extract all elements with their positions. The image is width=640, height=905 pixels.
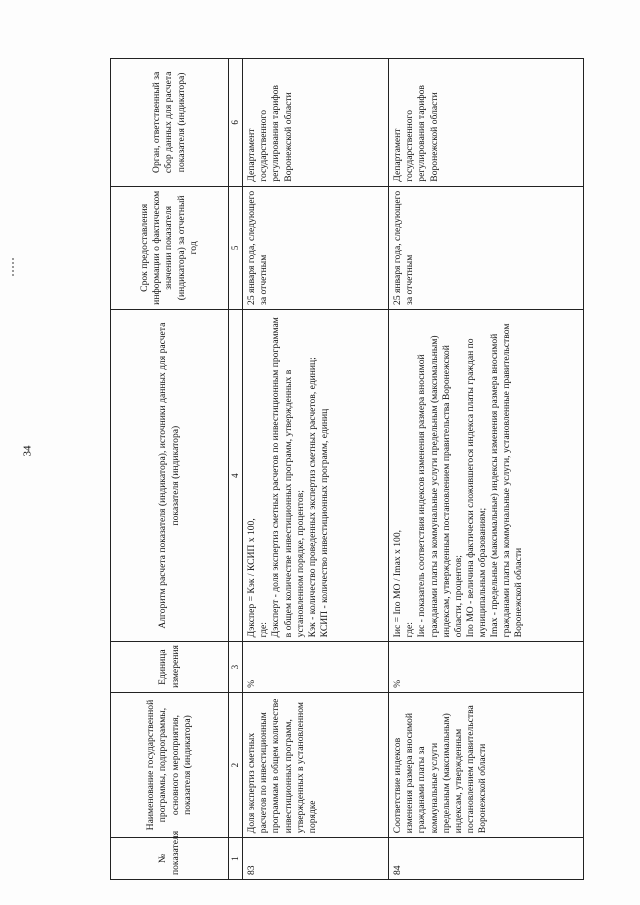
scan-artifact <box>12 258 14 276</box>
table-row <box>243 59 389 880</box>
indicator-table <box>110 58 584 880</box>
header-row <box>111 59 229 880</box>
row-number: 83 <box>243 838 389 880</box>
column-number: 4 <box>229 309 243 641</box>
definition: Кэк - количество проведенных экспертиз сметных расчетов, единиц; <box>306 357 318 638</box>
definition: Iпо МО - величина фактически сложившегося индекса платы граждан по муниципальным образованиям; <box>464 338 488 638</box>
organ-cell: Департамент государственного регулирования тарифов Воронежской области <box>389 59 584 187</box>
column-number-row <box>229 59 243 880</box>
deadline-cell: 25 января года, следующего за отчетным <box>243 186 389 309</box>
indicator-table-rotated <box>110 58 584 880</box>
column-number: 3 <box>229 642 243 693</box>
header-number: № показателя <box>111 838 229 880</box>
organ-cell: Департамент государственного регулирования тарифов Воронежской области <box>243 59 389 187</box>
column-number: 2 <box>229 692 243 837</box>
column-number: 1 <box>229 838 243 880</box>
header-deadline: Срок предоставления информации о фактическом значении показателя (индикатора) за отчетный год <box>111 186 229 309</box>
header-unit: Единица измерения <box>111 642 229 693</box>
indicator-name: Доля экспертиз сметных расчетов по инвестиционным программам в общем количестве инвестиционных программ, утвержденных в установленном порядке <box>243 692 389 837</box>
header-name: Наименование государственной программы, подпрограммы, основного мероприятия, показателя (индикатора) <box>111 692 229 837</box>
header-algorithm: Алгоритм расчета показателя (индикатора), источники данных для расчета показателя (индикатора) <box>111 309 229 641</box>
formula: Iис = Iпо МО / Imax х 100, <box>392 529 404 638</box>
unit-cell: % <box>243 642 389 693</box>
indicator-name: Соответствие индексов изменения размера вносимой гражданами платы за коммунальные услуги предельным (максимальным) индексам, утвержденным постановлением правительства Воронежской области <box>389 692 584 837</box>
unit-cell: % <box>389 642 584 693</box>
row-number: 84 <box>389 838 584 880</box>
formula: Дэкспер = Кэк / КСИП х 100, <box>246 518 258 638</box>
page-number: 34 <box>21 445 34 457</box>
definition: Imax - предельные (максимальные) индексы изменения размера вносимой гражданами платы за коммунальные услуги, установленные правительством Воронежской области <box>488 323 525 638</box>
where-label: где: <box>258 622 270 638</box>
definition: Iис - показатель соответствия индексов изменения размера вносимой гражданами платы за коммунальные услуги предельным (максимальным) индексам, утвержденным постановлением правительства Воронежской области, процентов; <box>416 335 464 638</box>
column-number: 6 <box>229 59 243 187</box>
algorithm-cell <box>243 309 389 641</box>
header-organ: Орган, ответственный за сбор данных для расчета показателя (индикатора) <box>111 59 229 187</box>
definition: Дэксперт - доля экспертиз сметных расчетов по инвестиционным программам в общем количестве инвестиционных программ, утвержденных в установленном порядке, процентов; <box>270 317 306 638</box>
table-row <box>389 59 584 880</box>
where-label: где: <box>404 622 416 638</box>
definition: КСИП - количество инвестиционных программ, единиц <box>318 408 330 638</box>
deadline-cell: 25 января года, следующего за отчетным <box>389 186 584 309</box>
column-number: 5 <box>229 186 243 309</box>
algorithm-cell <box>389 309 584 641</box>
